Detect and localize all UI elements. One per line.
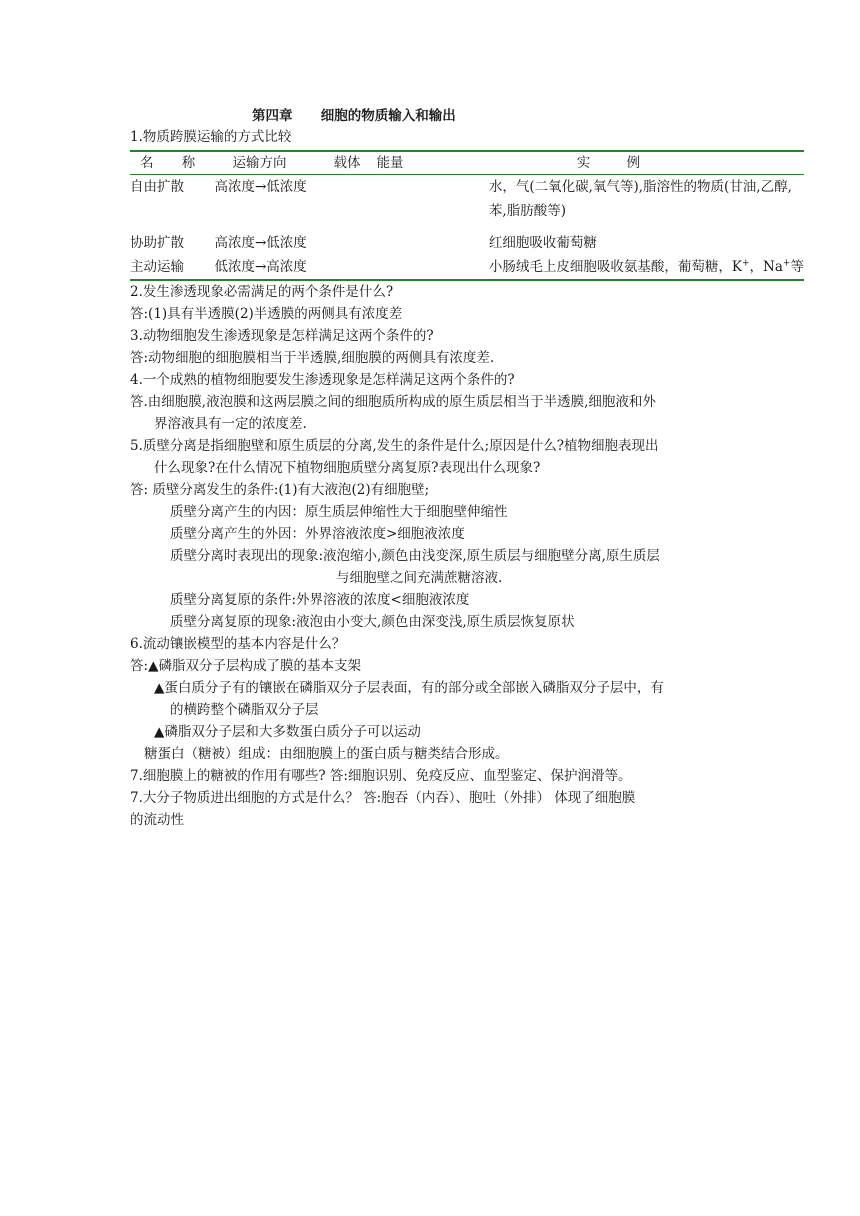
header-name: 名 称 [140,155,208,171]
cell-direction: 高浓度→低浓度 [214,179,307,195]
question-5-line1: 5.质壁分离是指细胞壁和原生质层的分离,发生的条件是什么;原因是什么?植物细胞表现出 [130,438,659,454]
header-carrier: 载体 [333,155,361,171]
cell-energy [377,231,429,255]
cell-name: 自由扩散 [130,179,184,195]
answer-6-line2: ▲蛋白质分子有的镶嵌在磷脂双分子层表面，有的部分或全部嵌入磷脂双分子层中，有 [154,680,664,696]
answer-6-line3: 的横跨整个磷脂双分子层 [170,702,319,718]
cell-carrier [329,175,376,224]
question-6: 6.流动镶嵌模型的基本内容是什么？ [130,636,346,652]
header-energy: 能量 [376,155,404,171]
cell-direction: 高浓度→低浓度 [214,235,307,251]
question-4: 4.一个成熟的植物细胞要发生渗透现象是怎样满足这两个条件的? [130,372,515,388]
cell-direction: 低浓度→高浓度 [214,259,307,275]
question-7b-line1: 7.大分子物质进出细胞的方式是什么？ 答:胞吞（内吞）、胞吐（外排） 体现了细胞膜 [130,790,636,806]
cell-example: 小肠绒毛上皮细胞吸收氨基酸，葡萄糖，K+，Na+等 [488,258,804,275]
cell-name: 协助扩散 [130,235,184,251]
document-page [130,106,804,831]
answer-5-line7: 质壁分离复原的现象:液泡由小变大,颜色由深变浅,原生质层恢复原状 [170,614,575,630]
cell-name: 主动运输 [130,259,184,275]
question-2: 2.发生渗透现象必需满足的两个条件是什么? [130,284,394,300]
answer-5-line2: 质壁分离产生的内因：原生质层伸缩性大于细胞壁伸缩性 [170,504,508,520]
table-row [130,231,804,255]
cell-carrier [329,231,376,255]
answer-6-line1: 答:▲磷脂双分子层构成了膜的基本支架 [130,658,361,674]
cell-example: 红细胞吸收葡萄糖 [488,235,597,251]
question-7a: 7.细胞膜上的糖被的作用有哪些? 答:细胞识别、免疫反应、血型鉴定、保护润滑等。 [130,768,632,784]
triangle-bullet-icon: ▲ [154,724,165,740]
table-row [130,255,804,280]
question-3: 3.动物细胞发生渗透现象是怎样满足这两个条件的? [130,328,434,344]
question-7b-line2: 的流动性 [130,812,184,828]
answer-5-line1: 答: 质壁分离发生的条件:(1)有大液泡(2)有细胞壁; [130,482,430,498]
chapter-title: 第四章 细胞的物质输入和输出 [252,108,456,124]
answer-6-line4: ▲磷脂双分子层和大多数蛋白质分子可以运动 [154,724,421,740]
header-example: 实 例 [576,155,657,171]
answer-3: 答:动物细胞的细胞膜相当于半透膜,细胞膜的两侧具有浓度差. [130,350,495,366]
answer-5-line3: 质壁分离产生的外因：外界溶液浓度>细胞液浓度 [170,526,465,542]
triangle-bullet-icon: ▲ [148,658,159,674]
cell-carrier [329,255,376,280]
answer-5-line5: 与细胞壁之间充满蔗糖溶液. [336,570,503,586]
answer-4-line1: 答.由细胞膜,液泡膜和这两层膜之间的细胞质所构成的原生质层相当于半透膜,细胞液和外 [130,394,656,410]
question-5-line2: 什么现象?在什么情况下植物细胞质壁分离复原?表现出什么现象? [154,460,541,476]
triangle-bullet-icon: ▲ [154,680,165,696]
cell-energy [377,175,429,224]
answer-2: 答:(1)具有半透膜(2)半透膜的两侧具有浓度差 [130,306,403,322]
table-row [130,175,804,224]
answer-4-line2: 界溶液具有一定的浓度差. [154,416,307,432]
header-direction: 运输方向 [232,155,287,171]
cell-energy [377,255,429,280]
section-heading: 1.物质跨膜运输的方式比较 [130,129,292,145]
table-header-row [130,151,804,175]
answer-6-line5: 糖蛋白（糖被）组成：由细胞膜上的蛋白质与糖类结合形成。 [144,746,509,762]
cell-example: 水，气(二氧化碳,氧气等),脂溶性的物质(甘油,乙醇,苯,脂肪酸等) [488,179,792,219]
answer-5-line4: 质壁分离时表现出的现象:液泡缩小,颜色由浅变深,原生质层与细胞壁分离,原生质层 [170,548,660,564]
answer-5-line6: 质壁分离复原的条件:外界溶液的浓度<细胞液浓度 [170,592,470,608]
transport-comparison-table [130,150,804,281]
